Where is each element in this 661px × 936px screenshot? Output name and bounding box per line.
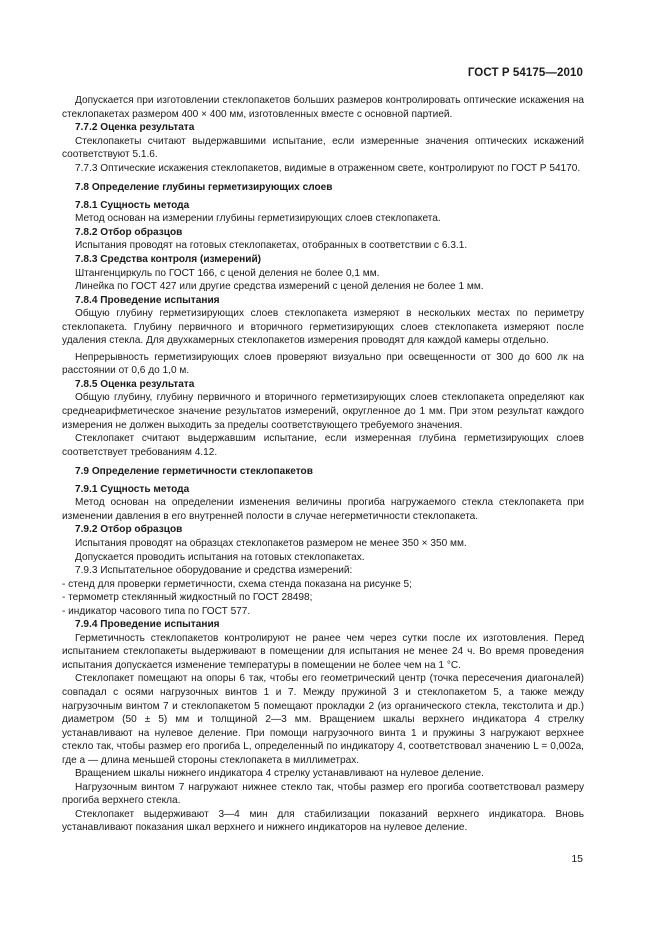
paragraph: Допускается проводить испытания на готовых стеклопакетах. [75, 551, 365, 563]
paragraph: Стеклопакет выдерживают 3—4 мин для стабилизации показаний верхнего индикатора. Вновь устанавливают показания шкал верхнего и нижнего индикаторов на нулевое деление. [62, 808, 584, 834]
paragraph: Непрерывность герметизирующих слоев проверяют визуально при освещенности от 300 до 600 лк на расстоянии от 0,6 до 1,0 м. [62, 351, 584, 377]
paragraph: Вращением шкалы нижнего индикатора 4 стрелку устанавливают на нулевое деление. [75, 768, 484, 780]
paragraph: Линейка по ГОСТ 427 или другие средства измерений с ценой деления не более 1 мм. [75, 281, 484, 293]
subsection-heading: 7.8.3 Средства контроля (измерений) [75, 254, 262, 266]
subsection-heading: 7.9.1 Сущность метода [75, 483, 190, 495]
paragraph: Испытания проводят на готовых стеклопакетах, отобранных в соответствии с 6.3.1. [75, 240, 468, 252]
document-id: ГОСТ Р 54175—2010 [467, 67, 583, 79]
subsection-heading: 7.8.5 Оценка результата [75, 378, 195, 390]
list-item: - стенд для проверки герметичности, схема стенда показана на рисунке 5; [62, 578, 412, 590]
subsection-heading: 7.9.2 Отбор образцов [75, 524, 183, 536]
subsection-heading: 7.8.4 Проведение испытания [75, 294, 220, 306]
subsection-heading: 7.8.1 Сущность метода [75, 199, 190, 211]
list-item: - индикатор часового типа по ГОСТ 577. [62, 605, 251, 617]
page-number: 15 [571, 853, 583, 865]
paragraph: Штангенциркуль по ГОСТ 166, с ценой деления не более 0,1 мм. [75, 267, 380, 279]
paragraph: Испытания проводят на образцах стеклопакетов размером не менее 350 × 350 мм. [75, 537, 467, 549]
section-heading: 7.9 Определение герметичности стеклопакетов [75, 466, 313, 478]
document-body [62, 94, 584, 835]
subsection-heading: 7.8.2 Отбор образцов [75, 226, 183, 238]
paragraph: Стеклопакеты считают выдержавшими испытание, если измеренные значения оптических искажений соответствуют 5.1.6. [62, 135, 584, 161]
subsection-heading: 7.7.2 Оценка результата [75, 122, 195, 134]
paragraph: 7.9.3 Испытательное оборудование и средства измерений: [75, 565, 353, 577]
paragraph: Стеклопакет помещают на опоры 6 так, чтобы его геометрический центр (точка пересечения диагоналей) совпадал с осями нагрузочных винтов 1 и 7. Между пружиной 3 и стеклопакетом 5, а также между нагрузочным винтом 7 и стеклопакетом 5 помещают прокладки 2 (из органического стекла, текстолита и др.) диаметром (50 ± 5) мм и толщиной 2—3 мм. Вращением шкалы верхнего индикатора 4 стрелку устанавливают на нулевое деление. При помощи нагрузочного винта 1 и пружины 3 нагружают верхнее стекло так, чтобы размер его прогиба L, определенный по индикатору 4, соответствовал значению L = 0,002a, где a — длина меньшей стороны стеклопакета в миллиметрах. [62, 673, 584, 766]
paragraph: 7.7.3 Оптические искажения стеклопакетов, видимые в отраженном свете, контролируют по ГОСТ Р 54170. [75, 162, 581, 174]
paragraph: Метод основан на измерении глубины герметизирующих слоев стеклопакета. [75, 213, 441, 225]
subsection-heading: 7.9.4 Проведение испытания [75, 619, 220, 631]
paragraph: Общую глубину герметизирующих слоев стеклопакета измеряют в нескольких местах по периметру стеклопакета. Глубину первичного и вторичного герметизирующих слоев стеклопакета измеряют после удаления стекла. Для двухкамерных стеклопакетов измерения проводят для каждой камеры отдельно. [62, 308, 584, 347]
section-heading: 7.8 Определение глубины герметизирующих слоев [75, 182, 333, 194]
paragraph: Стеклопакет считают выдержавшим испытание, если измеренная глубина герметизирующих слоев соответствует требованиям 4.12. [62, 433, 584, 458]
paragraph: Метод основан на определении изменения величины прогиба нагружаемого стекла стеклопакета при изменении давления в его внутренней полости в случае негерметичности стеклопакета. [62, 497, 584, 522]
paragraph: Общую глубину, глубину первичного и вторичного герметизирующих слоев стеклопакета определяют как среднеарифметическое значение результатов измерений, округленное до 1 мм. При этом результат каждого измерения не должен выходить за пределы соответствующего требуемого значения. [62, 392, 584, 431]
list-item: - термометр стеклянный жидкостный по ГОСТ 28498; [62, 592, 313, 604]
paragraph: Допускается при изготовлении стеклопакетов больших размеров контролировать оптические искажения на стеклопакетах размером 400 × 400 мм, изготовленных вместе с основной партией. [62, 95, 584, 120]
paragraph: Нагрузочным винтом 7 нагружают нижнее стекло так, чтобы размер его прогиба соответствовал размеру прогиба верхнего стекла. [62, 781, 584, 807]
paragraph: Герметичность стеклопакетов контролируют не ранее чем через сутки после их изготовления. Перед испытанием стеклопакеты выдерживают в помещении для испытания не менее 24 ч. Во время проведения испытания допускается изменение температуры в помещении не более чем на 1 °С. [62, 632, 584, 671]
